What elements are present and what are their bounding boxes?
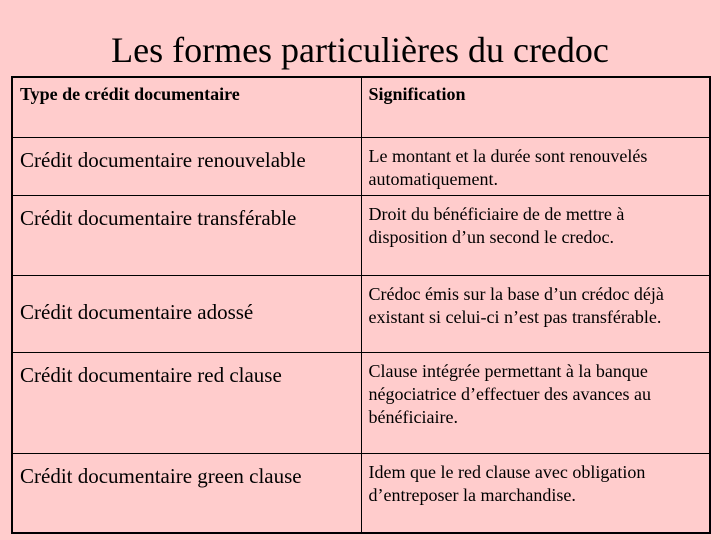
credit-type-cell: Crédit documentaire transférable	[12, 195, 361, 275]
table-row	[12, 137, 710, 195]
credit-type-cell: Crédit documentaire adossé	[12, 275, 361, 352]
table-row	[12, 195, 710, 275]
table-row	[12, 453, 710, 533]
credit-type-cell: Crédit documentaire red clause	[12, 352, 361, 453]
slide-title: Les formes particulières du credoc	[111, 30, 609, 70]
meaning-cell: Le montant et la durée sont renouvelés automatiquement.	[361, 137, 710, 195]
header-meaning: Signification	[361, 77, 710, 137]
table-row	[12, 275, 710, 352]
table-header-row	[12, 77, 710, 137]
header-type: Type de crédit documentaire	[12, 77, 361, 137]
meaning-cell: Droit du bénéficiaire de de mettre à disposition d’un second le credoc.	[361, 195, 710, 275]
meaning-cell: Clause intégrée permettant à la banque négociatrice d’effectuer des avances au bénéficiaire.	[361, 352, 710, 453]
credit-type-cell: Crédit documentaire green clause	[12, 453, 361, 533]
credit-type-cell: Crédit documentaire renouvelable	[12, 137, 361, 195]
meaning-cell: Idem que le red clause avec obligation d’entreposer la marchandise.	[361, 453, 710, 533]
credoc-forms-table	[11, 76, 711, 534]
table-row	[12, 352, 710, 453]
meaning-cell: Crédoc émis sur la base d’un crédoc déjà existant si celui-ci n’est pas transférable.	[361, 275, 710, 352]
